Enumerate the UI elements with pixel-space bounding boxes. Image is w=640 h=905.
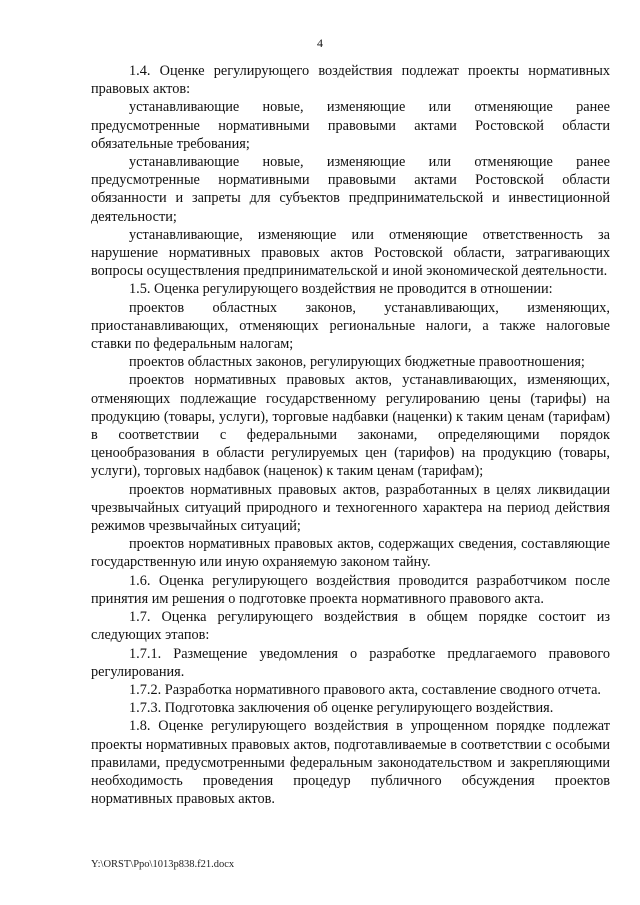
- paragraph-1-5: 1.5. Оценка регулирующего воздействия не проводится в отношении:: [129, 281, 553, 298]
- paragraph-1-7-1: 1.7.1. Размещение уведомления о разработке предлагаемого правового регулирования.: [91, 645, 610, 680]
- paragraph-item: устанавливающие, изменяющие или отменяющие ответственность за нарушение нормативных правовых актов Ростовской области, затрагивающих вопросы осуществления предпринимательской и иной экономической деятельности.: [91, 226, 610, 280]
- file-path-footer: Y:\ORST\Ppo\1013p838.f21.docx: [91, 859, 235, 870]
- paragraph-item: проектов нормативных правовых актов, устанавливающих, изменяющих, отменяющих подлежащие государственному регулированию цены (тарифы) на продукцию (товары, услуги), торговые надбавки (наценки) к таким ценам (тарифам) в соответствии с федеральными законами, определяющими порядок ценообразования в области регулируемых цен (тарифов) на продукцию (товары, услуги), торговых надбавок (наценок) к таким ценам (тарифам);: [91, 372, 610, 480]
- paragraph-1-4: 1.4. Оценке регулирующего воздействия подлежат проекты нормативных правовых актов:: [91, 63, 610, 98]
- paragraph-item: проектов областных законов, устанавливающих, изменяющих, приостанавливающих, отменяющих региональные налоги, а также налоговые ставки по федеральным налогам;: [91, 299, 610, 353]
- paragraph-item: проектов областных законов, регулирующих бюджетные правоотношения;: [129, 354, 585, 371]
- paragraph-item: проектов нормативных правовых актов, содержащих сведения, составляющие государственную или иную охраняемую законом тайну.: [91, 536, 610, 571]
- paragraph-item: проектов нормативных правовых актов, разработанных в целях ликвидации чрезвычайных ситуаций природного и техногенного характера на период действия режимов чрезвычайных ситуаций;: [91, 481, 610, 535]
- document-body: [91, 62, 610, 808]
- paragraph-1-7-3: 1.7.3. Подготовка заключения об оценке регулирующего воздействия.: [129, 700, 554, 717]
- paragraph-1-7: 1.7. Оценка регулирующего воздействия в общем порядке состоит из следующих этапов:: [91, 609, 610, 644]
- paragraph-1-6: 1.6. Оценка регулирующего воздействия проводится разработчиком после принятия им решения о подготовке проекта нормативного правового акта.: [91, 572, 610, 607]
- paragraph-1-8: 1.8. Оценке регулирующего воздействия в упрощенном порядке подлежат проекты нормативных правовых актов, подготавливаемые в соответствии с особыми правилами, предусмотренными федеральным законодательством и закрепляющими необходимость проведения процедур публичного обсуждения проектов нормативных правовых актов.: [91, 718, 610, 808]
- paragraph-1-7-2: 1.7.2. Разработка нормативного правового акта, составление сводного отчета.: [129, 681, 601, 698]
- paragraph-item: устанавливающие новые, изменяющие или отменяющие ранее предусмотренные нормативными правовыми актами Ростовской области обязанности и запреты для субъектов предпринимательской и инвестиционной деятельности;: [91, 154, 610, 225]
- paragraph-item: устанавливающие новые, изменяющие или отменяющие ранее предусмотренные нормативными правовыми актами Ростовской области обязательные требования;: [91, 99, 610, 152]
- page-number: 4: [317, 36, 323, 50]
